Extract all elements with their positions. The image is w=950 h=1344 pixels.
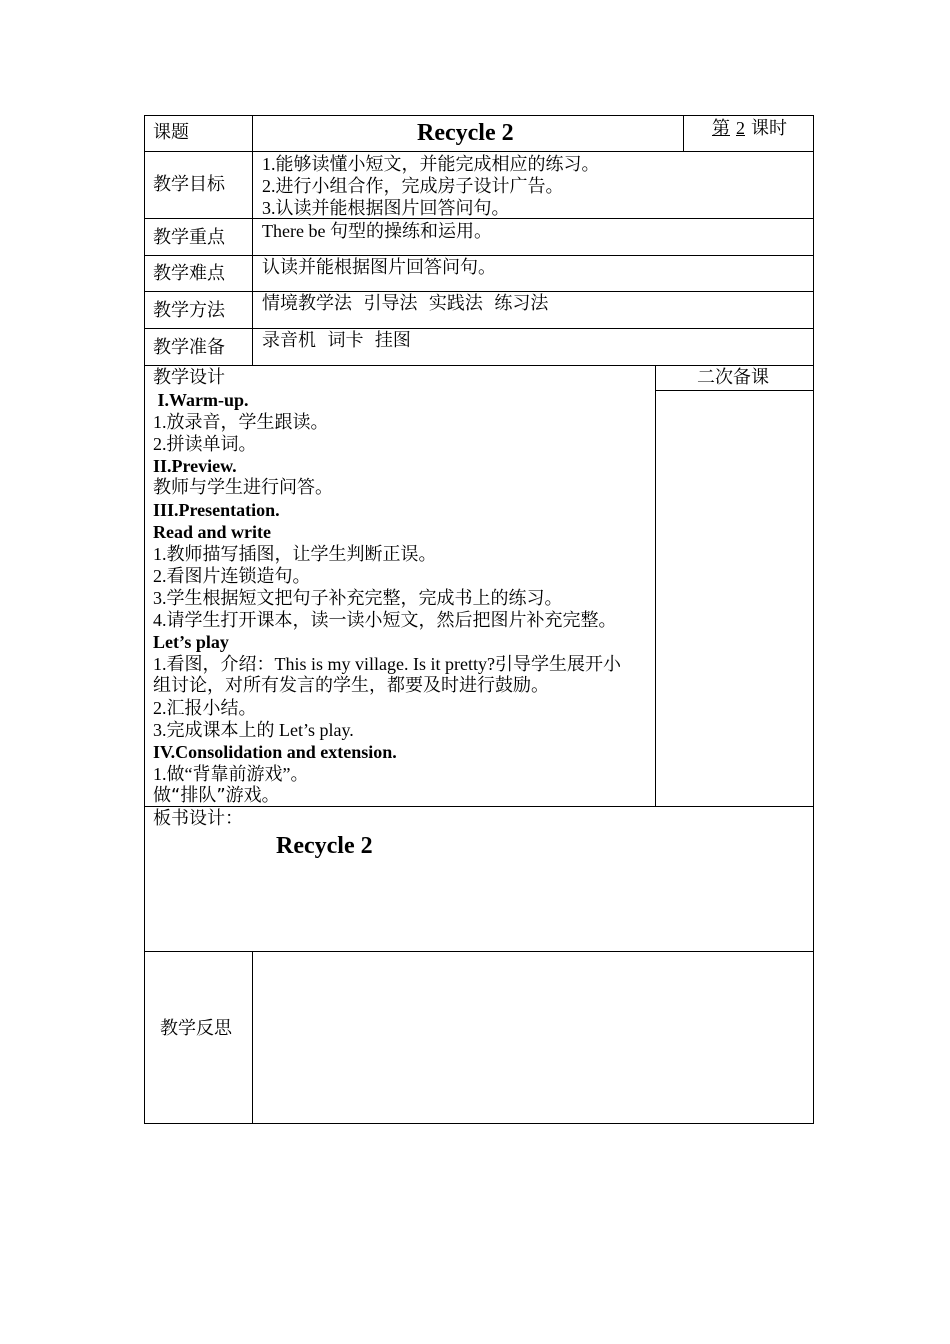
side-column-divider <box>655 365 656 806</box>
design-line: 3.学生根据短文把句子补充完整，完成书上的练习。 <box>153 588 563 608</box>
design-line: 4.请学生打开课本，读一读小短文，然后把图片补充完整。 <box>153 610 617 630</box>
row-divider <box>144 365 814 366</box>
period-number: 2 <box>736 118 745 138</box>
table-border-top <box>144 115 814 116</box>
reflection-label: 教学反思 <box>160 1018 232 1039</box>
key-points-label: 教学重点 <box>153 227 225 248</box>
row-divider <box>144 951 814 952</box>
row-divider <box>144 291 814 292</box>
period-suffix: 课时 <box>751 118 787 139</box>
design-line: 2.拼读单词。 <box>153 434 257 454</box>
design-side-label: 二次备课 <box>697 367 769 388</box>
preparation-label: 教学准备 <box>153 337 225 358</box>
design-line: I.Warm-up. <box>153 390 249 410</box>
row-divider <box>144 151 814 152</box>
label-column-divider <box>252 115 253 365</box>
design-line: 组讨论，对所有发言的学生，都要及时进行鼓励。 <box>153 675 549 696</box>
design-line: Read and write <box>153 522 271 542</box>
table-border-bottom <box>144 1123 814 1124</box>
design-line: Let’s play <box>153 632 229 652</box>
design-line: 3.完成课本上的 Let’s play. <box>153 720 354 740</box>
difficulties-label: 教学难点 <box>153 263 225 284</box>
period-info <box>704 117 787 140</box>
goal-item: 2.进行小组合作，完成房子设计广告。 <box>262 176 564 196</box>
design-line: 1.做“背靠前游戏”。 <box>153 764 309 784</box>
design-line: III.Presentation. <box>153 500 280 520</box>
design-line: 2.汇报小结。 <box>153 698 257 718</box>
topic-title: Recycle 2 <box>417 120 514 146</box>
side-header-divider <box>655 390 814 391</box>
goal-item: 1.能够读懂小短文，并能完成相应的练习。 <box>262 154 600 174</box>
design-line: IV.Consolidation and extension. <box>153 742 397 762</box>
design-line: 做“排队”游戏。 <box>153 785 280 806</box>
table-border-left <box>144 115 145 1124</box>
difficulties-text: 认读并能根据图片回答问句。 <box>262 257 496 278</box>
label-column-divider <box>252 951 253 1123</box>
board-title: Recycle 2 <box>276 833 373 859</box>
design-line: II.Preview. <box>153 456 237 476</box>
table-border-right <box>813 115 814 1124</box>
design-line: 1.教师描写插图，让学生判断正误。 <box>153 544 437 564</box>
methods-text: 情境教学法 引导法 实践法 练习法 <box>262 293 549 314</box>
row-divider <box>144 328 814 329</box>
design-line: 教师与学生进行问答。 <box>153 477 333 498</box>
row-divider <box>144 255 814 256</box>
topic-label: 课题 <box>153 122 189 143</box>
board-label: 板书设计： <box>153 808 243 829</box>
preparation-text: 录音机 词卡 挂图 <box>262 330 411 351</box>
design-line: 1.放录音，学生跟读。 <box>153 412 329 432</box>
design-line: 1.看图，介绍：This is my village. Is it pretty?引导学生展开小 <box>153 654 621 674</box>
period-prefix: 第 <box>712 118 730 139</box>
goal-item: 3.认读并能根据图片回答问句。 <box>262 198 510 218</box>
design-label: 教学设计 <box>153 367 225 388</box>
period-column-divider <box>683 115 684 151</box>
methods-label: 教学方法 <box>153 300 225 321</box>
design-line: 2.看图片连锁造句。 <box>153 566 311 586</box>
goals-label: 教学目标 <box>153 174 225 195</box>
key-points-text: There be 句型的操练和运用。 <box>262 221 492 241</box>
